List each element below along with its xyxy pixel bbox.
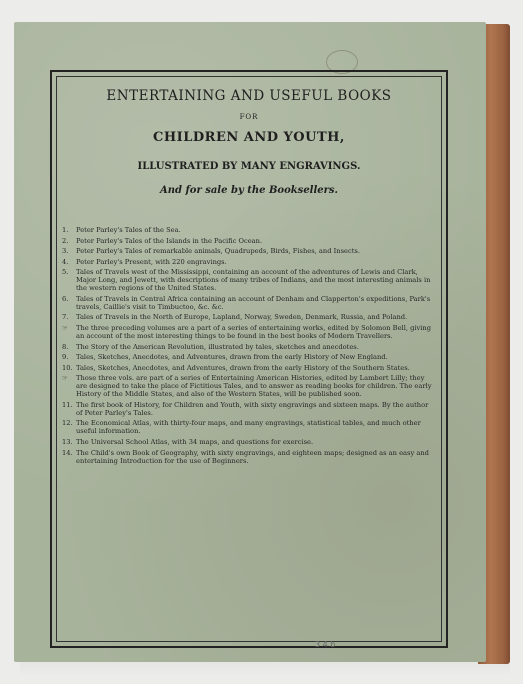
list-item-text: The Story of the American Revolution, illustrated by tales, sketches and anecdotes. [76,342,359,351]
list-item-text: The Economical Atlas, with thirty-four maps, and many engravings, statistical tables, and much other useful information. [76,419,421,436]
list-item [62,258,436,266]
list-item [62,343,436,351]
list-item [62,237,436,245]
list-item-text: Tales, Sketches, Anecdotes, and Adventures, drawn from the early History of New England. [76,353,388,362]
list-item [62,324,436,340]
list-item [62,419,436,435]
list-item-number: 12. [62,419,73,428]
heading-illustrated: ILLUSTRATED BY MANY ENGRAVINGS. [137,161,361,172]
list-item-text: Those three vols. are part of a series of Entertaining American Histories, edited by Lambert Lilly; they are designed to take the place of Fictitious Tales, and to answer as reading books for children. The early History of the Middle States, and also of the Western States, will be published soon. [76,374,432,399]
list-item-number: 11. [62,400,73,409]
list-item-text: The first book of History, for Children and Youth, with sixty engravings and sixteen maps. By the author of Peter Parley's Tales. [76,400,429,417]
heading-for: FOR [239,113,259,121]
list-item-number: 7. [62,313,69,322]
list-item [62,313,436,321]
list-item-number: 9. [62,353,69,362]
list-item [62,268,436,292]
list-item-text: Tales, Sketches, Anecdotes, and Adventures, drawn from the early History of the Southern States. [76,363,410,372]
list-item-text: The Child's own Book of Geography, with sixty engravings, and eighteen maps; designed as an easy and entertaining Introduction for the use of Beginners. [76,448,429,465]
list-item-number: 8. [62,342,69,351]
heading-children: CHILDREN AND YOUTH, [153,130,345,145]
list-item-number: 13. [62,438,73,447]
list-item [62,364,436,372]
list-item-number: 10. [62,363,73,372]
printed-border-frame [50,70,448,648]
list-item [62,374,436,398]
list-item-text: The three preceding volumes are a part of a series of entertaining works, edited by Solomon Bell, giving an account of the most interesting things to be found in the best books of Modern Travellers. [76,323,432,341]
list-item-text: Tales of Travels west of the Mississippi, containing an account of the adventures of Lewis and Clark, Major Long, and Jewett, with descriptions of many tribes of Indians, and the most interesting animals in the western regions of the United States. [76,268,431,293]
list-item-text: Peter Parley's Tales of the Sea. [76,226,181,234]
list-item-number: 1. [62,226,69,234]
list-item [62,353,436,361]
list-item-number: 2. [62,236,69,245]
list-item [62,438,436,446]
pencil-mark: 3 4 b [315,640,336,649]
list-item-number: 6. [62,294,69,303]
list-item-number: ☞ [62,323,68,332]
list-item-text: Tales of Travels in Central Africa containing an account of Denham and Clapperton's expeditions, Park's travels, Caillie's visit to Timbuctoo, &c. &c. [76,294,431,311]
book-list [62,226,436,467]
list-item [62,295,436,311]
list-item-text: Peter Parley's Tales of remarkable animals, Quadrupeds, Birds, Fishes, and Insects. [76,247,360,256]
heading-for-sale: And for sale by the Booksellers. [159,185,339,196]
list-item-text: Peter Parley's Tales of the Islands in the Pacific Ocean. [76,236,263,245]
list-item-number: 14. [62,448,73,457]
list-item [62,401,436,417]
list-item-number: 3. [62,247,69,256]
list-item-number: ☞ [62,374,68,383]
list-item-text: Peter Parley's Present, with 220 engravings. [76,257,227,266]
list-item [62,247,436,255]
list-item-number: 4. [62,257,69,266]
heading-entertaining: ENTERTAINING AND USEFUL BOOKS [106,88,392,104]
list-item-text: The Universal School Atlas, with 34 maps, and questions for exercise. [76,438,314,447]
list-item [62,226,436,234]
list-item [62,449,436,465]
list-item-text: Tales of Travels in the North of Europe, Lapland, Norway, Sweden, Denmark, Russia, and Poland. [76,313,408,322]
list-item-number: 5. [62,268,69,277]
